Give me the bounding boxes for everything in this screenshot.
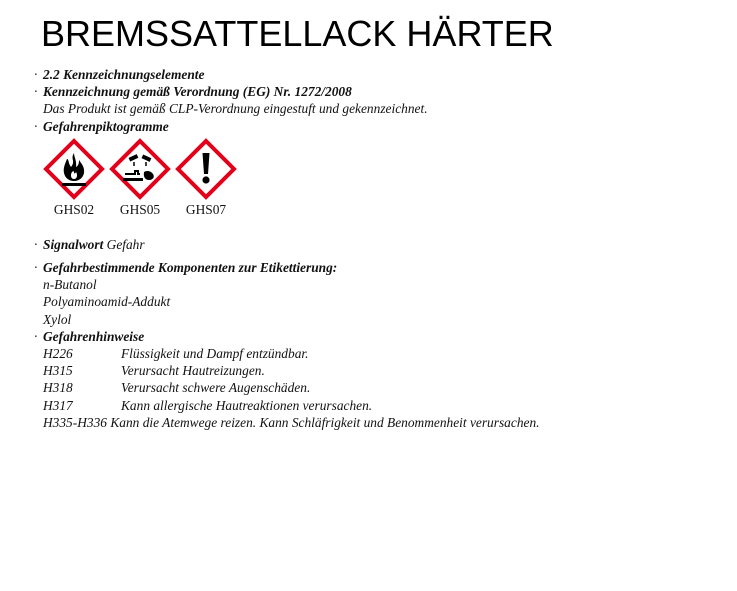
pictograms-heading: Gefahrenpiktogramme (43, 118, 169, 134)
hazard-text: Kann die Atemwege reizen. Kann Schläfrigkeit und Benommenheit verursachen. (110, 414, 540, 430)
sds-section (34, 66, 724, 431)
section-heading: 2.2 Kennzeichnungselemente (43, 67, 205, 82)
pictograms-heading-line (34, 118, 724, 135)
bullet: · (34, 67, 38, 82)
pictogram-ghs05 (109, 138, 171, 218)
signal-word-line (34, 236, 724, 253)
bullet: · (34, 236, 38, 252)
kennzeichnung-text: Das Produkt ist gemäß CLP-Verordnung eingestuft und gekennzeichnet. (43, 101, 428, 117)
pictogram-label: GHS05 (119, 201, 161, 217)
hazard-text: Kann allergische Hautreaktionen verursachen. (121, 397, 373, 413)
corrosion-icon (109, 138, 171, 200)
hazard-statement (34, 397, 724, 414)
hazard-text: Verursacht Hautreizungen. (121, 363, 265, 379)
kennzeichnung-heading: Kennzeichnung gemäß Verordnung (EG) Nr. 1272/2008 (43, 84, 352, 100)
hazard-code: H335-H336 (43, 414, 107, 430)
bullet: · (34, 328, 38, 344)
pictogram-ghs07 (175, 138, 237, 218)
exclamation-icon (175, 138, 237, 200)
pictogram-ghs02 (43, 138, 105, 218)
hazard-statement (34, 379, 724, 396)
signal-word-value: Gefahr (106, 236, 145, 252)
signal-word-label: Signalwort (43, 236, 104, 252)
pictogram-label: GHS07 (185, 201, 227, 217)
bullet: · (34, 84, 38, 100)
bullet: · (34, 260, 38, 276)
component-item: n-Butanol (43, 277, 97, 293)
component-item: Polyaminoamid-Addukt (43, 294, 171, 310)
hazard-code: H318 (43, 380, 73, 396)
section-heading-line (34, 66, 724, 83)
hazard-text: Flüssigkeit und Dampf entzündbar. (121, 346, 309, 362)
document-title: BREMSSATTELLACK HÄRTER (41, 13, 554, 54)
hazard-text: Verursacht schwere Augenschäden. (121, 380, 311, 396)
components-heading-line (34, 259, 724, 276)
bullet: · (34, 118, 38, 134)
hazard-statement (34, 362, 724, 379)
hazard-statement (34, 345, 724, 362)
kennzeichnung-heading-line (34, 83, 724, 100)
component-item: Xylol (43, 311, 72, 327)
flame-icon (43, 138, 105, 200)
components-heading: Gefahrbestimmende Komponenten zur Etikettierung: (43, 260, 338, 276)
hazard-heading-line (34, 328, 724, 345)
hazard-statement (34, 414, 724, 431)
hazard-code: H317 (43, 397, 73, 413)
hazard-heading: Gefahrenhinweise (43, 328, 145, 344)
pictogram-row (43, 138, 724, 218)
hazard-code: H226 (43, 346, 73, 362)
hazard-code: H315 (43, 363, 73, 379)
pictogram-label: GHS02 (53, 201, 95, 217)
